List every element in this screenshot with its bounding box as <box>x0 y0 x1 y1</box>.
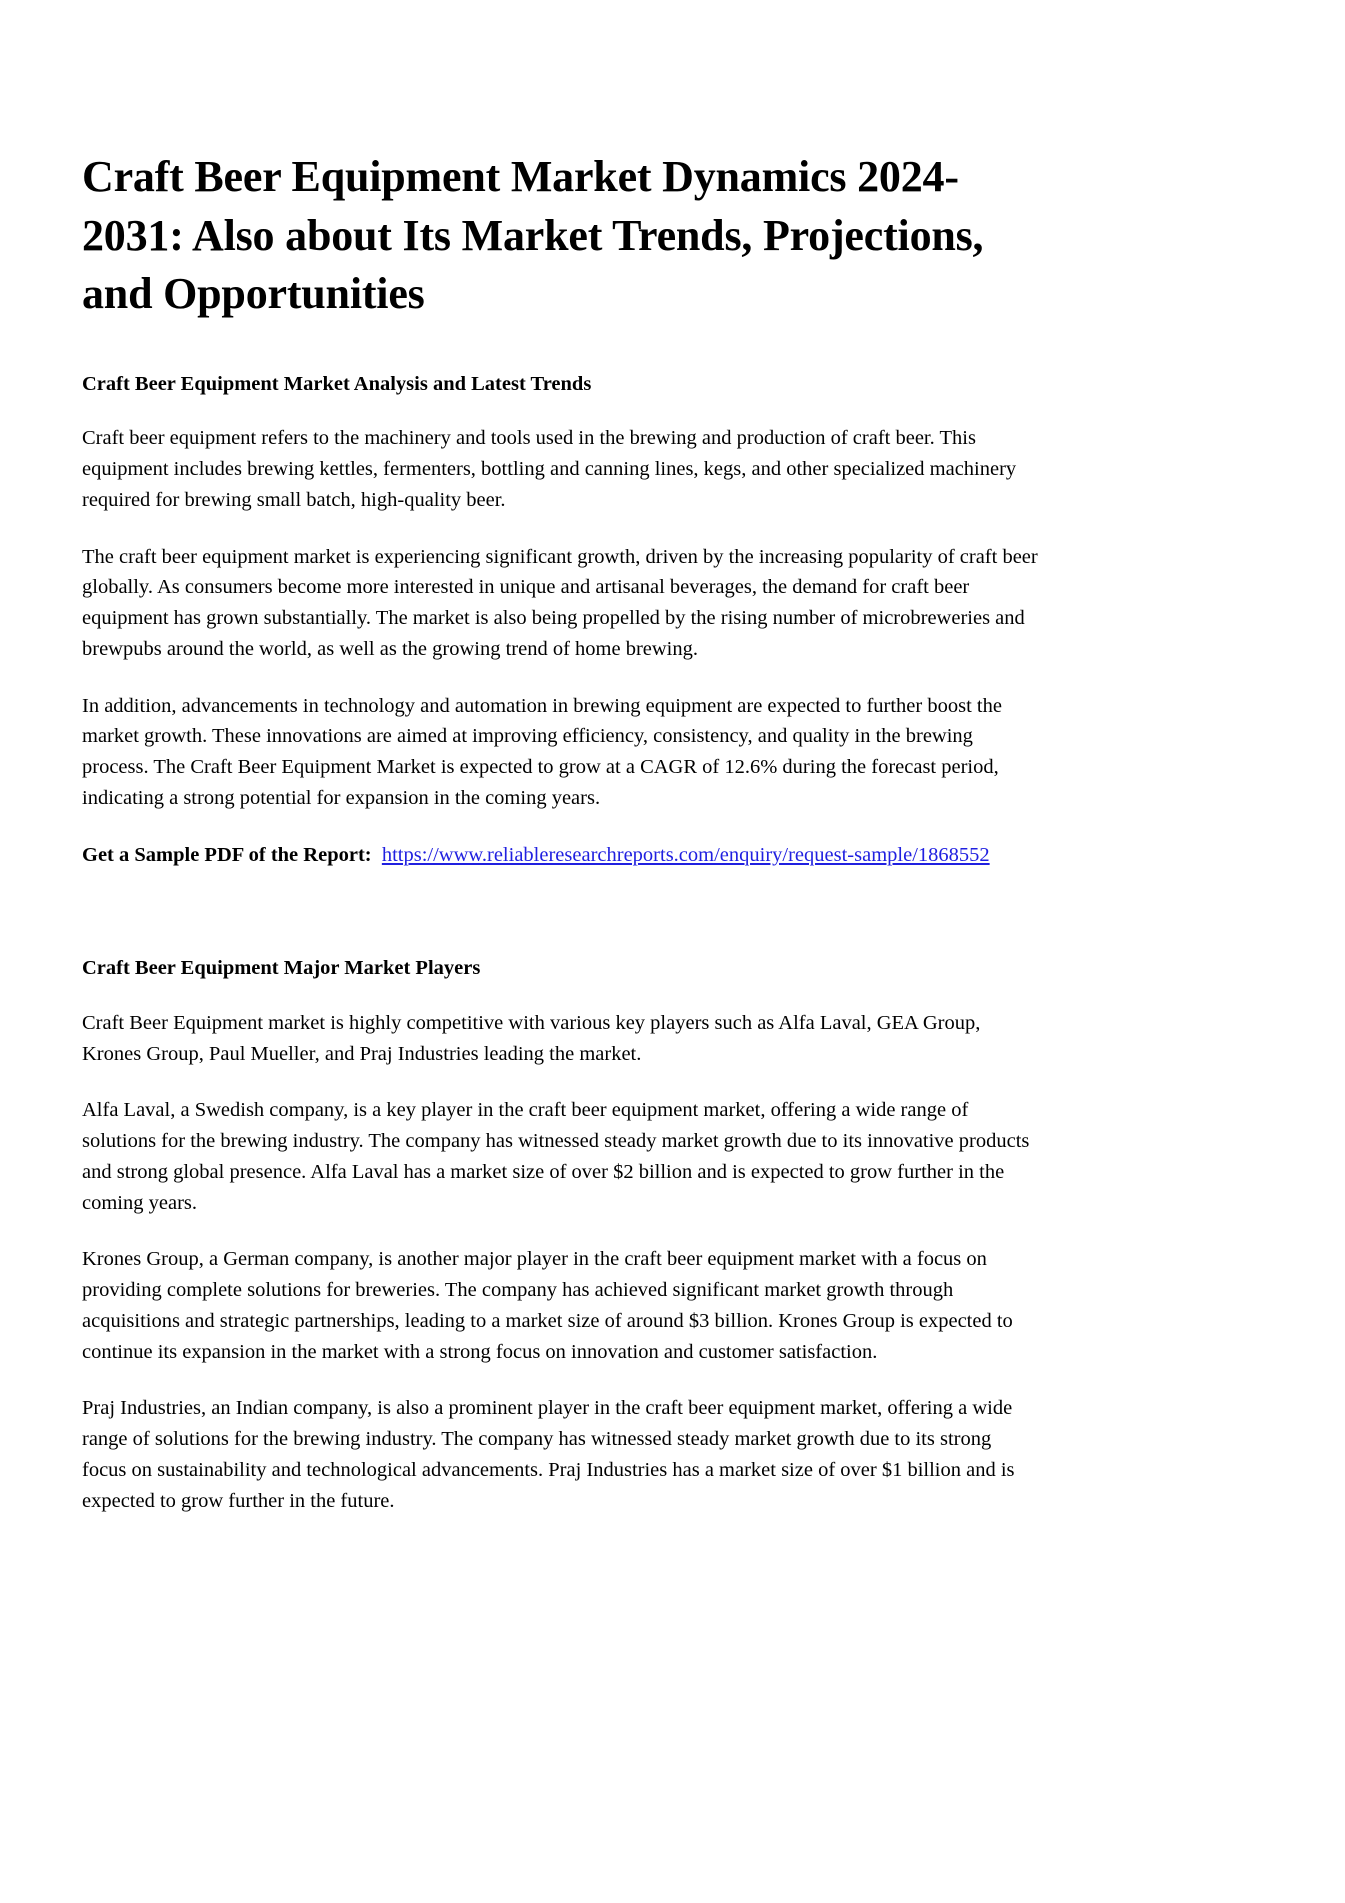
paragraph-players-2: Alfa Laval, a Swedish company, is a key player in the craft beer equipment market, offering a wide range of solutions for the brewing industry. The company has witnessed steady market growth due to its innovative products and strong global presence. Alfa Laval has a market size of over $2 billion and is expected to grow further in the coming years. <box>82 1099 1030 1214</box>
section-spacer <box>82 896 1040 954</box>
paragraph-players-1: Craft Beer Equipment market is highly competitive with various key players such as Alfa Laval, GEA Group, Krones Group, Paul Mueller, and Praj Industries leading the market. <box>82 1011 981 1065</box>
paragraph-analysis-2: The craft beer equipment market is experiencing significant growth, driven by the increasing popularity of craft beer globally. As consumers become more interested in unique and artisanal beverages, the demand for craft beer equipment has grown substantially. The market is also being propelled by the rising number of microbreweries and brewpubs around the world, as well as the growing trend of home brewing. <box>82 545 1038 660</box>
paragraph-analysis-1: Craft beer equipment refers to the machinery and tools used in the brewing and production of craft beer. This equipment includes brewing kettles, fermenters, bottling and canning lines, kegs, and other specialized machinery required for brewing small batch, high-quality beer. <box>82 427 1017 511</box>
page-title: Craft Beer Equipment Market Dynamics 2024-2031: Also about Its Market Trends, Projections, and Opportunities <box>82 152 984 319</box>
request-sample-link[interactable]: https://www.reliableresearchreports.com/enquiry/request-sample/1868552 <box>381 843 990 866</box>
sample-pdf-label: Get a Sample PDF of the Report: <box>82 843 372 866</box>
document-content <box>82 148 1040 1516</box>
sample-pdf-block <box>82 840 1040 871</box>
paragraph-players-3: Krones Group, a German company, is another major player in the craft beer equipment market with a focus on providing complete solutions for breweries. The company has achieved significant market growth through acquisitions and strategic partnerships, leading to a market size of around $3 billion. Krones Group is expected to continue its expansion in the market with a strong focus on innovation and customer satisfaction. <box>82 1248 1013 1363</box>
section-heading-players: Craft Beer Equipment Major Market Players <box>82 957 481 980</box>
paragraph-players-4: Praj Industries, an Indian company, is also a prominent player in the craft beer equipment market, offering a wide range of solutions for the brewing industry. The company has witnessed steady market growth due to its strong focus on sustainability and technological advancements. Praj Industries has a market size of over $1 billion and is expected to grow further in the future. <box>82 1397 1015 1512</box>
section-heading-analysis: Craft Beer Equipment Market Analysis and Latest Trends <box>82 372 592 395</box>
paragraph-analysis-3: In addition, advancements in technology and automation in brewing equipment are expected to further boost the market growth. These innovations are aimed at improving efficiency, consistency, and quality in the brewing process. The Craft Beer Equipment Market is expected to grow at a CAGR of 12.6% during the forecast period, indicating a strong potential for expansion in the coming years. <box>82 694 1002 809</box>
